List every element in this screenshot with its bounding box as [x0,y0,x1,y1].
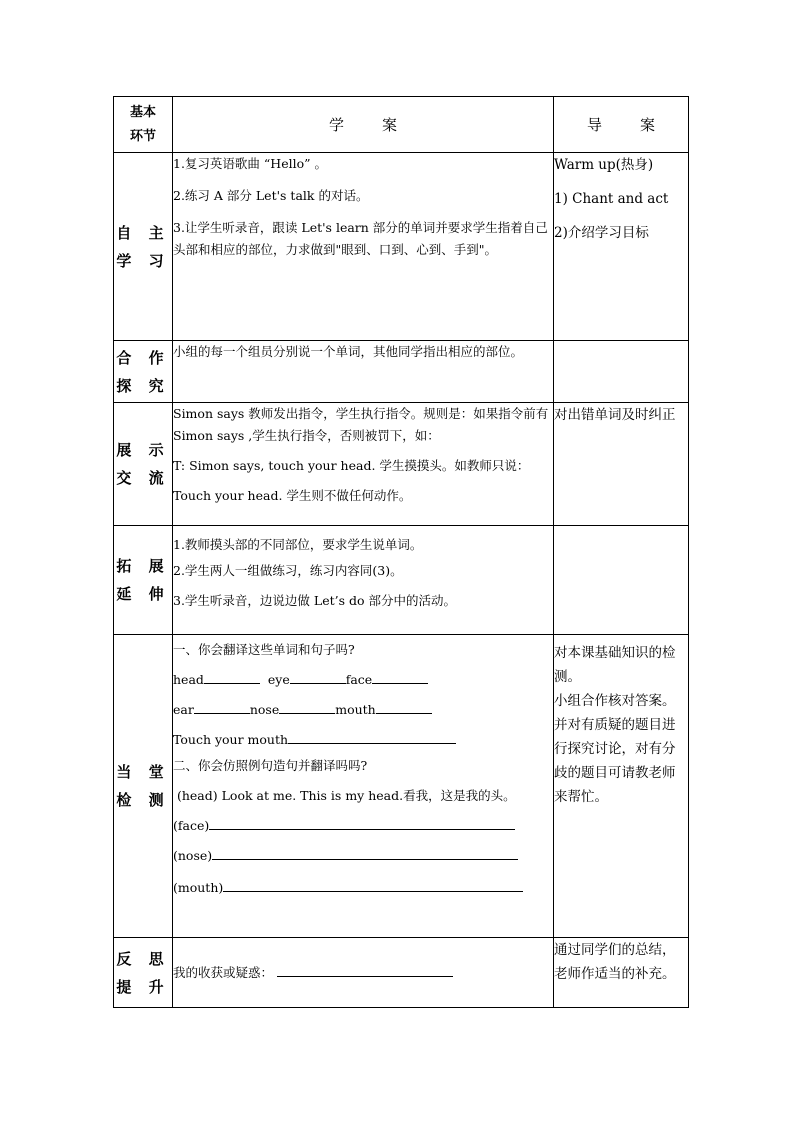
header-row [114,97,689,153]
reflection-guide: 通过同学们的总结，老师作适当的补充。 [554,938,689,1008]
extension-guide [554,526,689,635]
row-presentation [114,403,689,526]
row-reflection [114,938,689,1008]
lesson-plan-table [113,96,693,1008]
row-class-test [114,635,689,938]
stage-class-test: 当 堂 检 测 [114,635,173,938]
presentation-guide: 对出错单词及时纠正 [554,403,689,526]
answer-blank[interactable] [209,815,515,830]
self-study-guide [554,153,689,341]
test-q2-title: 二、你会仿照例句造句并翻译吗吗? [173,758,368,773]
presentation-item-3: Touch your head. 学生则不做任何动作。 [173,488,412,503]
self-study-item-1: 1.复习英语歌曲 “Hello” 。 [173,156,327,171]
answer-blank[interactable] [372,669,428,684]
row-self-study [114,153,689,341]
stage-cooperation: 合 作 探 究 [114,341,173,403]
answer-blank[interactable] [223,877,523,892]
class-test-content [173,635,554,938]
self-study-item-2: 2.练习 A 部分 Let's talk 的对话。 [173,188,369,203]
guide-goals: 2)介绍学习目标 [554,225,649,241]
reflection-line: 我的收获或疑惑： [173,962,553,984]
guide-warm-up: Warm up(热身) [554,157,654,173]
header-guide-plan: 导案 [554,97,689,153]
extension-item-1: 1.教师摸头部的不同部位，要求学生说单词。 [173,537,423,552]
stage-reflection: 反 思 提 升 [114,938,173,1008]
answer-blank[interactable] [212,845,518,860]
test-words-line-1: head eye face [173,669,553,691]
answer-blank[interactable] [376,699,432,714]
answer-blank[interactable] [194,699,250,714]
presentation-content [173,403,554,526]
header-study-plan: 学案 [173,97,554,153]
cooperation-guide [554,341,689,403]
presentation-item-1: Simon says 教师发出指令，学生执行指令。规则是：如果指令前有 Simon says ,学生执行指令，否则被罚下，如： [173,406,549,443]
stage-self-study: 自 主 学 习 [114,153,173,341]
test-words-line-2: ear nose mouth [173,699,553,721]
test-prompt-mouth: (mouth) [173,877,553,899]
extension-content [173,526,554,635]
answer-blank[interactable] [277,962,453,977]
row-extension [114,526,689,635]
self-study-content [173,153,554,341]
class-test-guide: 对本课基础知识的检测。 小组合作核对答案。并对有质疑的题目进行探究讨论，对有分歧的题目可请教老师来帮忙。 [554,635,689,938]
self-study-item-3: 3.让学生听录音，跟读 Let's learn 部分的单词并要求学生指着自己头部和相应的部位，力求做到"眼到、口到、心到、手到"。 [173,220,548,257]
test-prompt-nose: (nose) [173,845,553,867]
presentation-item-2: T: Simon says, touch your head. 学生摸摸头。如教师只说： [173,458,530,473]
answer-blank[interactable] [279,699,335,714]
extension-item-2: 2.学生两人一组做练习，练习内容同(3)。 [173,563,403,578]
test-q1-title: 一、你会翻译这些单词和句子吗? [173,642,355,657]
reflection-content [173,938,554,1008]
cooperation-content: 小组的每一个组员分别说一个单词，其他同学指出相应的部位。 [173,341,554,403]
stage-presentation: 展 示 交 流 [114,403,173,526]
test-example: (head) Look at me. This is my head.看我，这是我的头。 [176,788,516,803]
header-stage: 基本 环节 [114,97,173,153]
answer-blank[interactable] [288,729,456,744]
guide-chant: 1) Chant and act [554,191,669,207]
test-prompt-face: (face) [173,815,553,837]
test-sentence-line: Touch your mouth [173,729,553,751]
stage-extension: 拓 展 延 伸 [114,526,173,635]
answer-blank[interactable] [204,669,260,684]
answer-blank[interactable] [290,669,346,684]
extension-item-3: 3.学生听录音，边说边做 Let’s do 部分中的活动。 [173,593,456,608]
row-cooperation [114,341,689,403]
